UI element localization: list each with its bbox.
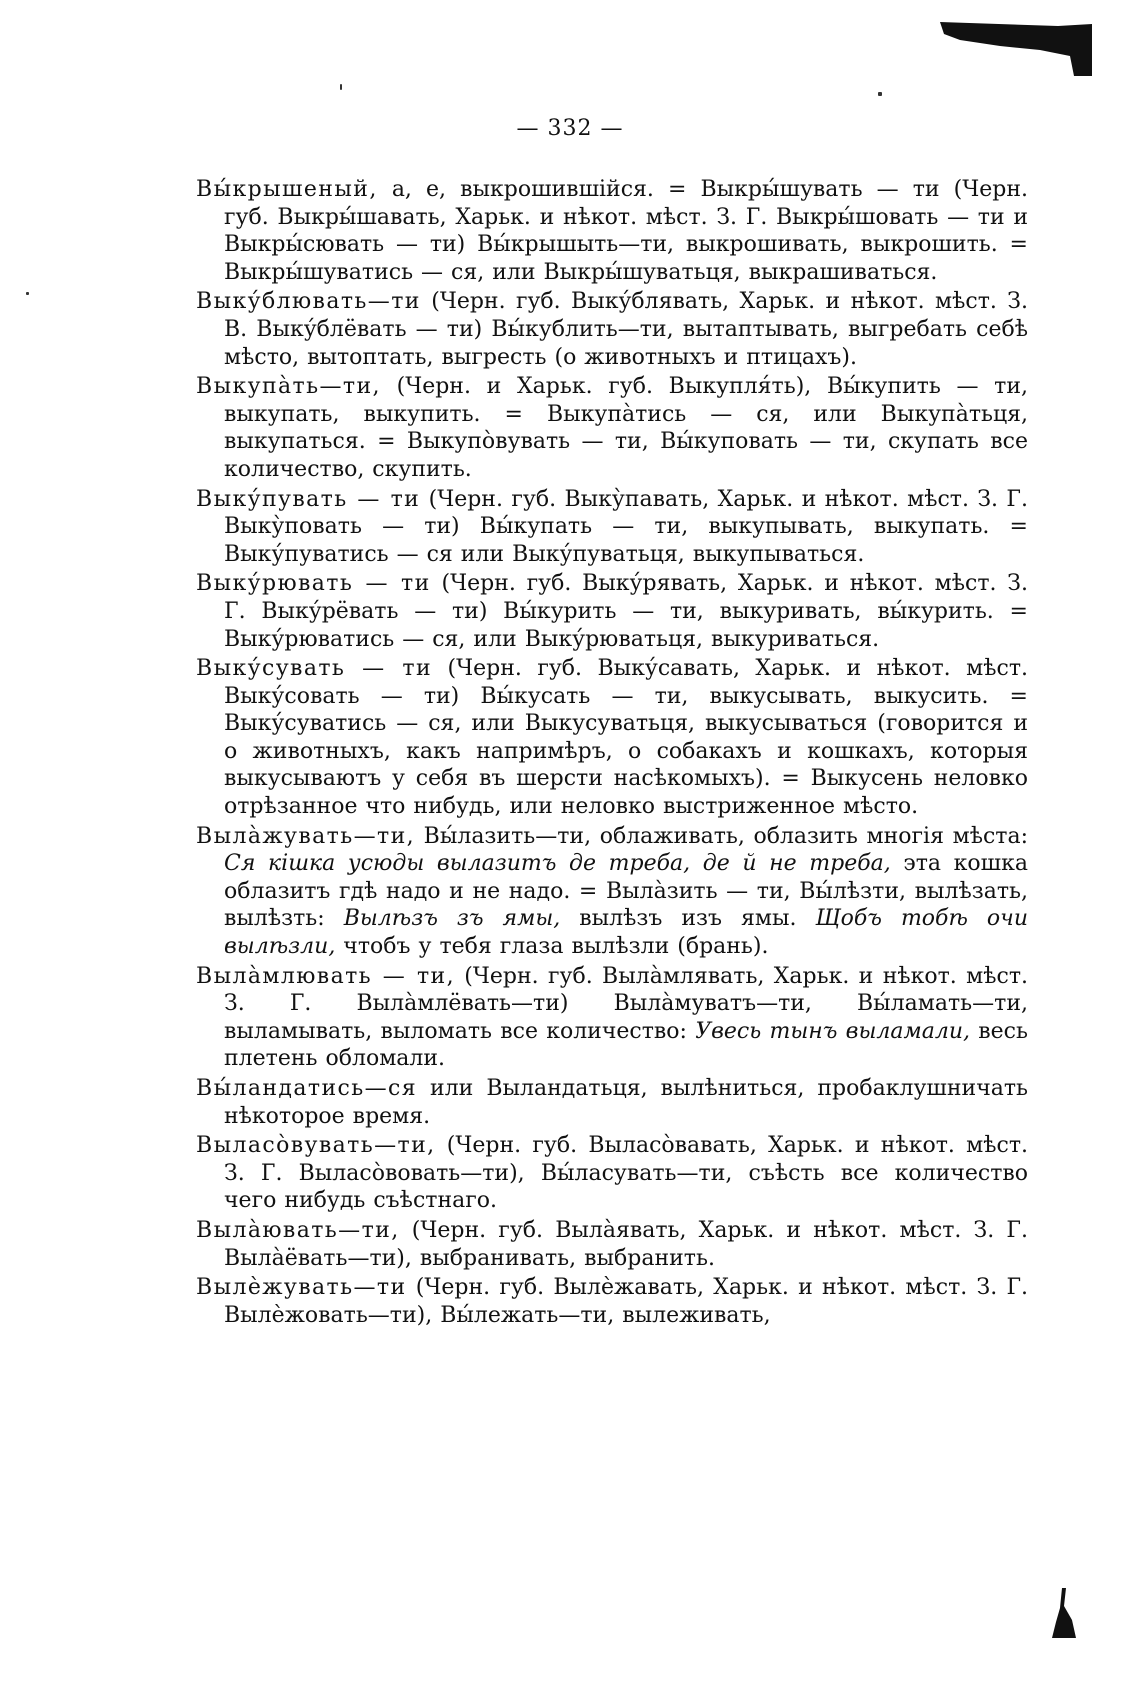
entry-text: или Выландатьця, вылѣниться, пробаклушничать нѣкоторое время. bbox=[224, 1076, 1028, 1129]
entry-headword: Выку́рювать — ти bbox=[196, 571, 431, 597]
entry-text: (Черн. губ. Выла̀млявать, Харьк. и нѣкот. мѣст. З. Г. Выла̀млёвать—ти) Выла̀муватъ—ти, Вы́ламать—ти, выламывать, выломать все количество: bbox=[224, 963, 1028, 1044]
entry-text: (Черн. губ. Выку́рявать, Харьк. и нѣкот. мѣст. З. Г. Выку́рёвать — ти) Вы́курить — ти, выкуривать, вы́курить. = Выку́рюватись — ся, или Выку́рюватьця, выкуриваться. bbox=[224, 571, 1028, 652]
entry-example: Увесь тынъ выламали, bbox=[695, 1018, 971, 1044]
dictionary-entry bbox=[196, 1075, 1028, 1130]
entry-text: (Черн. губ. Вылѐжавать, Харьк. и нѣкот. мѣст. З. Г. Вылѐжовать—ти), Вы́лежать—ти, вылеживать, bbox=[224, 1275, 1028, 1328]
dictionary-entry bbox=[196, 176, 1028, 286]
entry-text: (Черн. губ. Выку́блявать, Харьк. и нѣкот. мѣст. З. В. Выку́блёвать — ти) Вы́кублить—ти, вытаптывать, выгребать себѣ мѣсто, вытоптать, выгресть (о животныхъ и птицахъ). bbox=[224, 289, 1028, 370]
entry-headword: Выку́блювать—ти bbox=[196, 289, 421, 315]
entry-headword: Выкупа̀ть—ти, bbox=[196, 374, 381, 400]
entry-text: эта кошка облазитъ гдѣ надо и не надо. = Выла̀зить — ти, Вы́лѣзти, вылѣзать, вылѣзть: bbox=[224, 851, 1028, 932]
entry-headword: Выласо̀вувать—ти, bbox=[196, 1133, 436, 1159]
entry-text: вылѣзъ изъ ямы. bbox=[560, 906, 816, 932]
dictionary-entry bbox=[196, 1132, 1028, 1215]
scan-speck bbox=[26, 292, 29, 295]
entry-example: Ся кішка усюды вылазитъ де треба, де й не треба, bbox=[224, 851, 891, 877]
scan-speck bbox=[340, 84, 342, 90]
entry-text: (Черн. губ. Выку̀павать, Харьк. и нѣкот. мѣст. З. Г. Выку̀повать — ти) Вы́купать — ти, выкупывать, выкупать. = Выку́пуватись — ся или Выку́пуватьця, выкупываться. bbox=[224, 486, 1028, 567]
entry-text: (Черн. губ. Выласо̀вавать, Харьк. и нѣкот. мѣст. З. Г. Выласо̀вовать—ти), Вы́ласувать—ти, съѣсть все количество чего нибудь съѣстнаго. bbox=[224, 1133, 1028, 1214]
dictionary-entry bbox=[196, 1274, 1028, 1329]
entry-headword: Выла̀жувать—ти, bbox=[196, 823, 416, 849]
entry-text: а, е, выкрошившійся. = Выкры́шувать — ти (Черн. губ. Выкры́шавать, Харьк. и нѣкот. мѣст. З. Г. Выкры́шовать — ти и Выкры́сювать — ти) Вы́крышыть—ти, выкрошивать, выкрошить. = Выкры́шуватись — ся, или Выкры́шуватьця, выкрашиваться. bbox=[224, 177, 1028, 285]
entry-text: (Черн. губ. Выла̀явать, Харьк. и нѣкот. мѣст. З. Г. Выла̀ёвать—ти), выбранивать, выбранить. bbox=[224, 1217, 1028, 1271]
scan-artifact-bottom bbox=[1052, 1588, 1076, 1638]
dictionary-entry bbox=[196, 570, 1028, 653]
entry-headword: Выку́сувать — ти bbox=[196, 656, 433, 682]
entry-headword: Выла̀ювать—ти, bbox=[196, 1217, 400, 1243]
entry-text: (Черн. и Харьк. губ. Выкупля́ть), Вы́купить — ти, выкупать, выкупить. = Выкупа̀тись — ся, или Выкупа̀тьця, выкупаться. = Выкупо̀вувать — ти, Вы́куповать — ти, скупать все количество, скупить. bbox=[224, 374, 1028, 482]
entry-headword: Выку́пувать — ти bbox=[196, 486, 421, 512]
dictionary-entry bbox=[196, 963, 1028, 1073]
scan-artifact-top bbox=[940, 20, 1092, 76]
dictionary-entry bbox=[196, 823, 1028, 961]
entry-text: чтобъ у тебя глаза вылѣзли (брань). bbox=[335, 934, 769, 960]
entry-headword: Вы́ландатись—ся bbox=[196, 1076, 418, 1101]
entry-headword: Выла̀млювать — ти, bbox=[196, 963, 455, 989]
dictionary-entry bbox=[196, 288, 1028, 371]
page-number: — 332 — bbox=[516, 116, 624, 141]
entry-headword: Вылѐжувать—ти bbox=[196, 1275, 407, 1301]
dictionary-entry bbox=[196, 486, 1028, 569]
entry-text: весь плетень обломали. bbox=[224, 1018, 1028, 1072]
dictionary-entry bbox=[196, 655, 1028, 821]
entry-text: (Черн. губ. Выку́савать, Харьк. и нѣкот. мѣст. Выку́совать — ти) Вы́кусать — ти, выкусывать, выкусить. = Выку́суватись — ся, или Выкусуватьця, выкусываться (говорится и о животныхъ, какъ напримѣръ, о собакахъ и кошкахъ, которыя выкусываютъ у себя въ шерсти насѣкомыхъ). = Выкусень неловко отрѣзанное что нибудь, или неловко выстриженное мѣсто. bbox=[224, 656, 1028, 820]
entry-text: Вы́лазить—ти, облаживать, облазить многія мѣста: bbox=[415, 823, 1028, 849]
dictionary-entry bbox=[196, 373, 1028, 483]
entry-example: Щобъ тобѣ очи вылѣзли, bbox=[224, 906, 1028, 960]
entry-example: Вылѣзъ зъ ямы, bbox=[343, 906, 561, 932]
entry-headword: Вы́крышеный, bbox=[196, 177, 378, 202]
scan-speck bbox=[878, 92, 882, 96]
dictionary-entry bbox=[196, 1217, 1028, 1272]
dictionary-entries bbox=[196, 176, 1028, 1331]
